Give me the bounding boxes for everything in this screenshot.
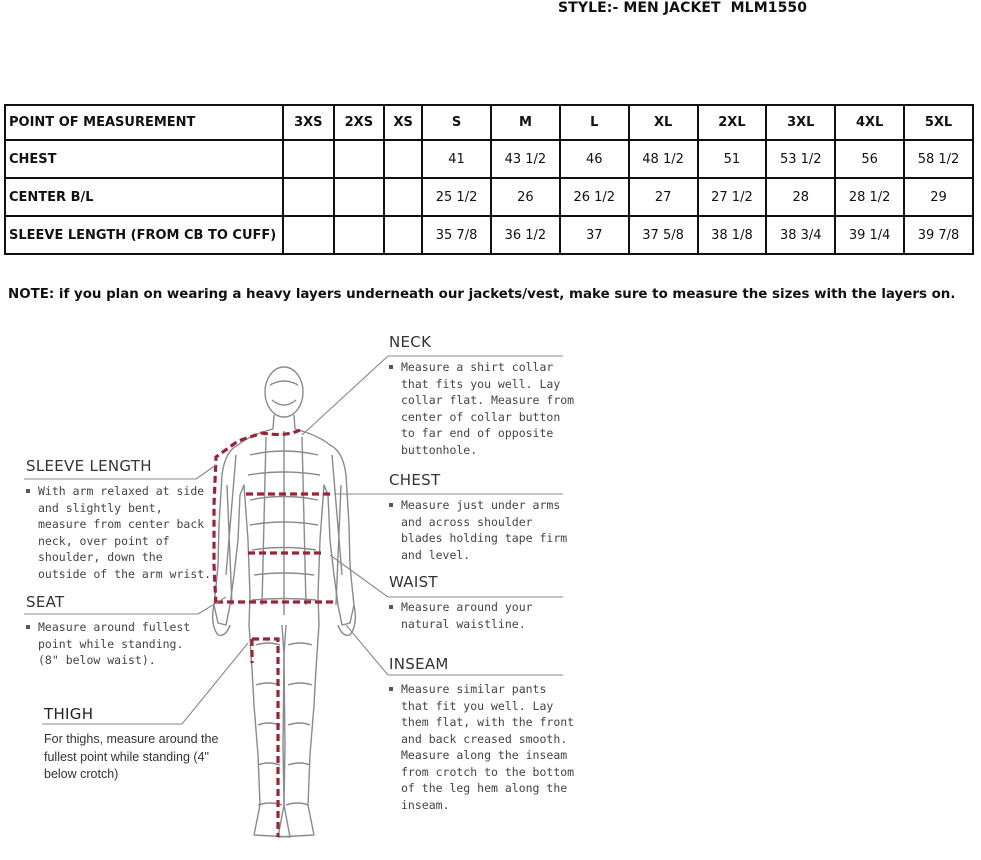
chest-callout [389,471,579,563]
seat-callout [26,593,196,669]
table-cell: 51 [698,140,767,178]
table-cell: 25 1/2 [422,178,491,216]
table-cell: 48 1/2 [629,140,698,178]
size-header: M [491,105,560,140]
waist-callout [389,573,579,632]
size-header: 5XL [904,105,973,140]
table-cell: 38 3/4 [766,216,835,254]
header-label: POINT OF MEASUREMENT [5,105,283,140]
neck-title: NECK [389,333,432,351]
table-cell: 41 [422,140,491,178]
table-cell: 36 1/2 [491,216,560,254]
waist-title: WAIST [389,573,438,591]
table-cell: 39 1/4 [835,216,904,254]
chest-text: Measure just under arms and across shoulder blades holding tape firm and level. [389,497,579,563]
row-label: CENTER B/L [5,178,283,216]
table-cell: 28 1/2 [835,178,904,216]
size-header: XL [629,105,698,140]
size-header: 3XS [283,105,334,140]
sleeve-callout [26,457,216,582]
table-cell: 26 1/2 [560,178,629,216]
table-cell [334,216,385,254]
size-header: 2XL [698,105,767,140]
chest-title: CHEST [389,471,441,489]
layering-note: NOTE: if you plan on wearing a heavy layers underneath our jackets/vest, make sure to measure the sizes with the layers on. [8,287,956,302]
thigh-title: THIGH [44,705,94,723]
size-header: 2XS [334,105,385,140]
seat-text: Measure around fullest point while standing. (8" below waist). [26,619,196,669]
waist-text: Measure around your natural waistline. [389,599,579,632]
sleeve-title: SLEEVE LENGTH [26,457,152,475]
style-title: STYLE:- MEN JACKET MLM1550 [558,0,808,16]
table-cell [384,216,422,254]
table-row [5,216,973,254]
inseam-callout [389,655,579,813]
table-cell: 37 5/8 [629,216,698,254]
size-header: 3XL [766,105,835,140]
table-cell: 38 1/8 [698,216,767,254]
table-cell: 39 7/8 [904,216,973,254]
size-header: 4XL [835,105,904,140]
thigh-callout [44,705,219,784]
inseam-text: Measure similar pants that fit you well. Lay them flat, with the front and back creased smooth. Measure along the inseam from crotch to the bottom of the leg hem along the inseam. [389,681,579,813]
table-cell [334,140,385,178]
table-cell: 56 [835,140,904,178]
seat-title: SEAT [26,593,65,611]
table-cell: 46 [560,140,629,178]
size-header: S [422,105,491,140]
inseam-title: INSEAM [389,655,449,673]
sleeve-text: With arm relaxed at side and slightly bent, measure from center back neck, over point of shoulder, down the outside of the arm wrist. [26,483,216,582]
table-cell [384,140,422,178]
table-cell [334,178,385,216]
table-cell: 29 [904,178,973,216]
table-cell [283,216,334,254]
table-cell: 27 [629,178,698,216]
table-row [5,178,973,216]
table-row [5,140,973,178]
size-chart-table [4,104,974,255]
table-cell [384,178,422,216]
row-label: CHEST [5,140,283,178]
neck-text: Measure a shirt collar that fits you well. Lay collar flat. Measure from center of collar button to far end of opposite buttonhole. [389,359,579,458]
table-cell [283,140,334,178]
row-label: SLEEVE LENGTH (FROM CB TO CUFF) [5,216,283,254]
neck-callout [389,333,579,458]
table-cell: 43 1/2 [491,140,560,178]
table-cell: 26 [491,178,560,216]
table-cell: 35 7/8 [422,216,491,254]
size-header: L [560,105,629,140]
size-header: XS [384,105,422,140]
table-cell: 58 1/2 [904,140,973,178]
measurement-guide [0,325,981,860]
table-cell: 37 [560,216,629,254]
table-header-row [5,105,973,140]
table-cell: 27 1/2 [698,178,767,216]
thigh-text: For thighs, measure around the fullest point while standing (4" below crotch) [44,732,219,781]
table-cell [283,178,334,216]
table-cell: 53 1/2 [766,140,835,178]
table-cell: 28 [766,178,835,216]
